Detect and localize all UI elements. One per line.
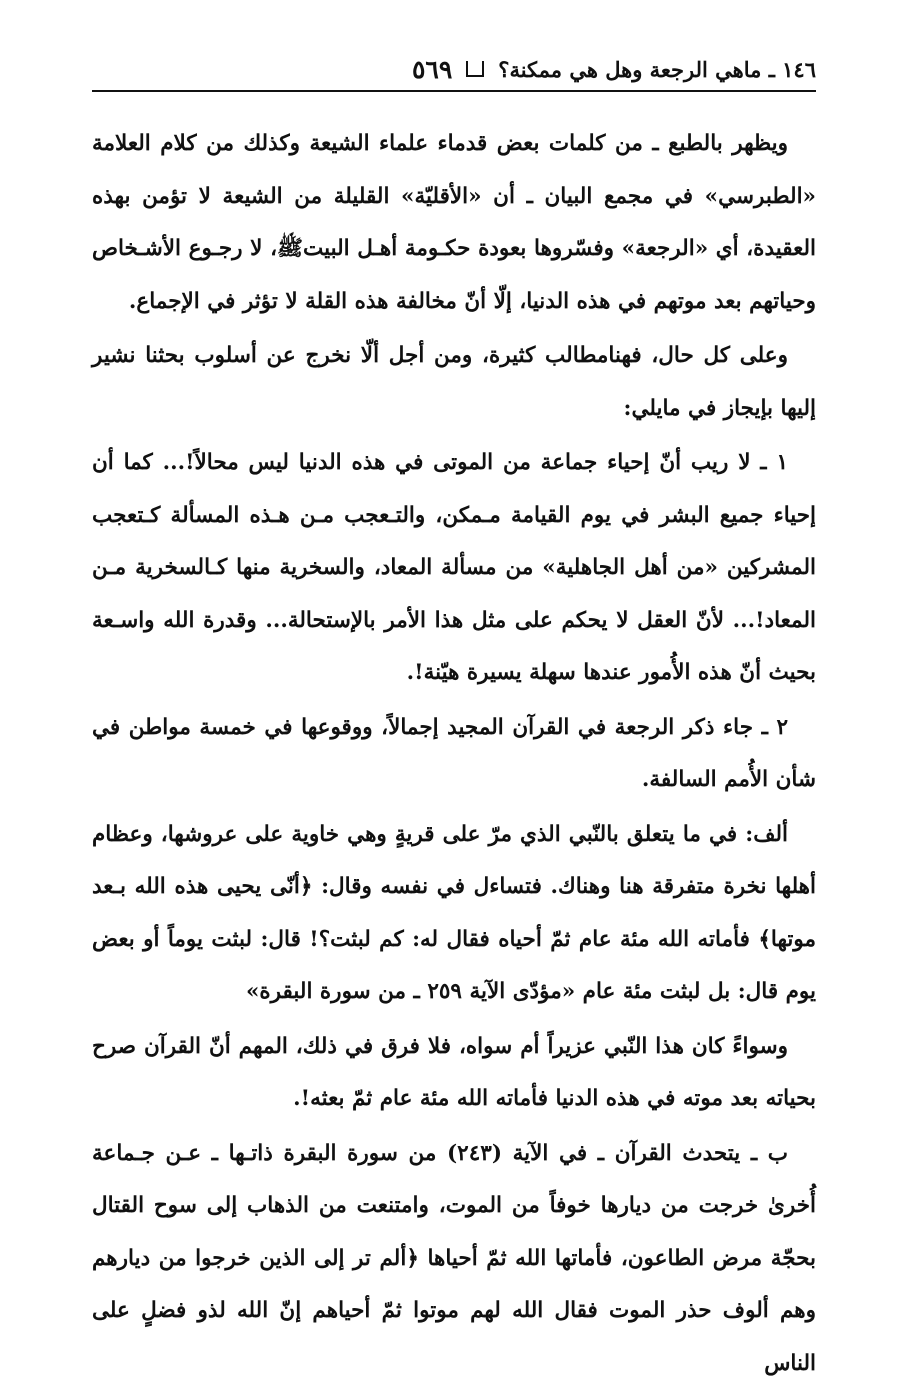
- paragraph: ويظهر بالطبع ـ من كلمات بعض قدماء علماء الشيعة وكذلك من كلام العلامة «الطبرسي» في مجمع البيان ـ أن «الأقليّة» القليلة من الشيعة لا تؤمن بهذه العقيدة، أي «الرجعة» وفسّروها بعودة حكـومة أهـل البيتﷺ، لا رجـوع الأشـخاص وحياتهم بعد موتهم في هذه الدنيا، إلّا أنّ مخالفة هذه القلة لا تؤثر في الإجماع.: [92, 131, 816, 314]
- body-text: [92, 118, 816, 1392]
- header-marker-icon: [466, 61, 484, 77]
- chapter-title: ١٤٦ ـ ماهي الرجعة وهل هي ممكنة؟: [498, 56, 816, 82]
- paragraph: ب ـ يتحدث القرآن ـ في الآية (٢٤٣) من سورة البقرة ذاتـها ـ عـن جـماعة أُخرىٰ خرجت من ديارها خوفاً من الموت، وامتنعت من الذهاب إلى سوح القتال بحجّة مرض الطاعون، فأماتها الله ثمّ أحياها ﴿ألم تر إلى الذين خرجوا من ديارهم وهم ألوف حذر الموت فقال الله لهم موتوا ثمّ أحياهم إنّ الله لذو فضلٍ على الناس: [92, 1140, 816, 1376]
- running-header: [92, 48, 816, 92]
- paragraph: وعلى كل حال، فهنامطالب كثيرة، ومن أجل ألّا نخرج عن أسلوب بحثنا نشير إليها بإيجاز في مايلي:: [92, 343, 816, 421]
- paragraph: ٢ ـ جاء ذكر الرجعة في القرآن المجيد إجمالاً، ووقوعها في خمسة مواطن في شأن الأُمم السالفة.: [92, 714, 816, 792]
- paragraph: وسواءً كان هذا النّبي عزيراً أم سواه، فلا فرق في ذلك، المهم أنّ القرآن صرح بحياته بعد موته في هذه الدنيا فأماته الله مئة عام ثمّ بعثه!.: [92, 1033, 816, 1111]
- paragraph: ١ ـ لا ريب أنّ إحياء جماعة من الموتى في هذه الدنيا ليس محالاً!... كما أن إحياء جميع البشر في يوم القيامة مـمكن، والتـعجب مـن هـذه المسألة كـتعجب المشركين «من أهل الجاهلية» من مسألة المعاد، والسخرية منها كـالسخرية مـن المعاد!... لأنّ العقل لا يحكم على مثل هذا الأمر بالإستحالة... وقدرة الله واسـعة بحيث أنّ هذه الأُمور عندها سهلة يسيرة هيّنة!.: [92, 450, 816, 685]
- paragraph: ألف: في ما يتعلق بالنّبي الذي مرّ على قريةٍ وهي خاوية على عروشها، وعظام أهلها نخرة متفرقة هنا وهناك. فتساءل في نفسه وقال: ﴿أنّى يحيى هذه الله بـعد موتها﴾ فأماته الله مئة عام ثمّ أحياه فقال له: كم لبثت؟! قال: لبثت يوماً أو بعض يوم قال: بل لبثت مئة عام «مؤدّى الآية ٢٥٩ ـ من سورة البقرة»: [92, 821, 816, 1004]
- page-number: ٥٦٩: [412, 54, 453, 84]
